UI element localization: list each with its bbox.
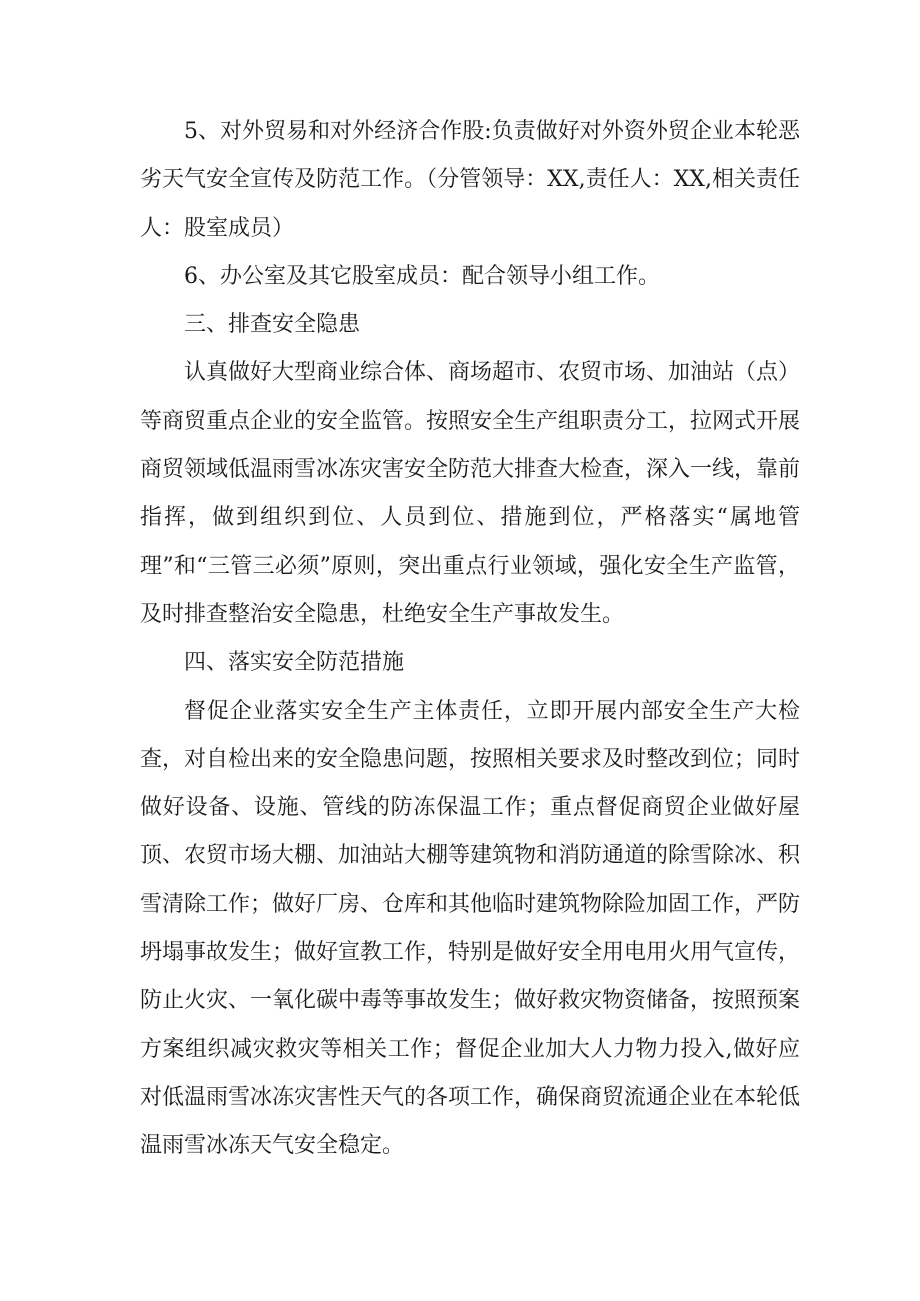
document-page bbox=[140, 108, 800, 1171]
paragraph-office-section: 6、办公室及其它股室成员：配合领导小组工作。 bbox=[184, 263, 660, 289]
paragraph-safety-measures: 督促企业落实安全生产主体责任，立即开展内部安全生产大检查，对自检出来的安全隐患问题，按照相关要求及时整改到位；同时做好设备、设施、管线的防冻保温工作；重点督促商贸企业做好屋顶、农贸市场大棚、加油站大棚等建筑物和消防通道的除雪除冰、积雪清除工作；做好厂房、仓库和其他临时建筑物除险加固工作，严防坍塌事故发生；做好宣教工作，特别是做好安全用电用火用气宣传，防止火灾、一氧化碳中毒等事故发生；做好救灾物资储备，按照预案方案组织减灾救灾等相关工作；督促企业加大人力物力投入,做好应对低温雨雪冰冻灾害性天气的各项工作，确保商贸流通企业在本轮低温雨雪冰冻天气安全稳定。 bbox=[140, 698, 801, 1159]
paragraph-foreign-trade-section: 5、对外贸易和对外经济合作股:负责做好对外资外贸企业本轮恶劣天气安全宣传及防范工作。（分管领导：XX,责任人：XX,相关责任人：股室成员） bbox=[140, 119, 800, 241]
paragraph-hazard-inspection: 认真做好大型商业综合体、商场超市、农贸市场、加油站（点）等商贸重点企业的安全监管。按照安全生产组职责分工，拉网式开展商贸领域低温雨雪冰冻灾害安全防范大排查大检查，深入一线，靠前指挥，做到组织到位、人员到位、措施到位，严格落实“属地管理”和“三管三必须”原则，突出重点行业领域，强化安全生产监管，及时排查整治安全隐患，杜绝安全生产事故发生。 bbox=[140, 360, 801, 627]
heading-safety-measures: 四、落实安全防范措施 bbox=[184, 650, 405, 676]
heading-hazard-inspection: 三、排查安全隐患 bbox=[184, 312, 361, 338]
